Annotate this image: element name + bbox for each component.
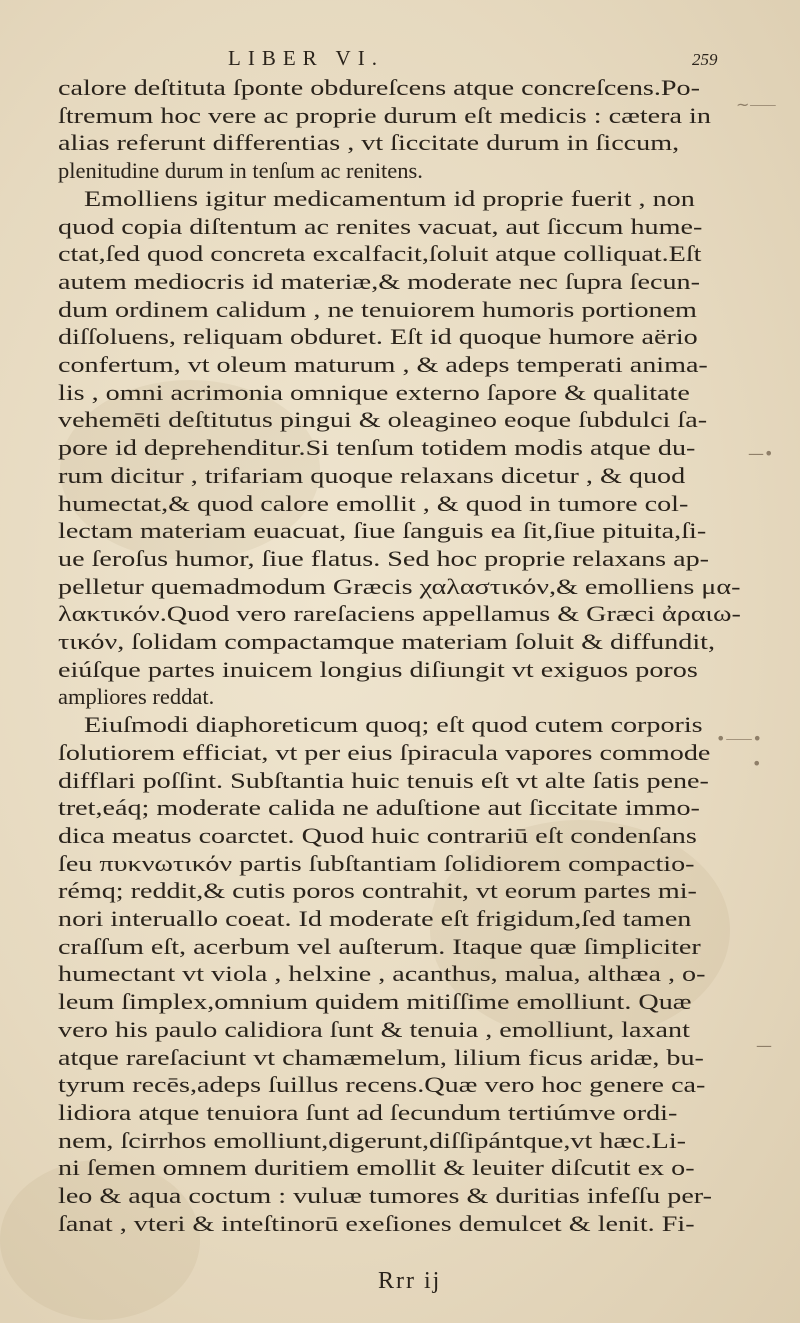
text-line: humectant vt viola , helxine , acanthus, malua, althæa , o- xyxy=(58,961,706,987)
text-line: leo & aqua coctum : vuluæ tumores & duritias infeſſu per- xyxy=(58,1183,712,1208)
text-line: λακτικόν.Quod vero rareſaciens appellamus & Græci ἀραιω- xyxy=(58,601,741,627)
text-line: ue ſeroſus humor, ſiue flatus. Sed hoc proprie relaxans ap- xyxy=(58,545,710,571)
text-line: vero his paulo calidiora ſunt & tenuia , emolliunt, laxant xyxy=(58,1016,690,1042)
text-line: tyrum recēs,adeps ſuillus recens.Quæ vero hoc genere ca- xyxy=(58,1072,706,1098)
text-line: eiúſque partes inuicem longius diſiungit vt exiguos poros xyxy=(58,656,698,682)
text-line: vehemēti deſtitutus pingui & oleagineo eoque ſubdulci ſa- xyxy=(58,407,708,433)
text-line: τικόν, ſolidam compactamque materiam ſoluit & diffundit, xyxy=(58,629,715,654)
text-line: calore deſtituta ſponte obdureſcens atque concreſcens.Po- xyxy=(58,75,700,100)
text-line: lectam materiam euacuat, ſiue ſanguis ea ſit,ſiue pituita,ſi- xyxy=(58,518,707,544)
margin-mark: —• xyxy=(748,444,774,463)
text-line: diſſoluens, reliquam obduret. Eſt id quoque humore aërio xyxy=(58,324,698,350)
text-line: ampliores reddat. xyxy=(58,684,215,710)
text-line: rémq; reddit,& cutis poros contrahit, vt eorum partes mi- xyxy=(58,878,697,904)
text-line: plenitudine durum in tenſum ac renitens. xyxy=(58,158,423,184)
text-line: pelletur quemadmodum Græcis χαλαστικόν,& emolliens μα- xyxy=(58,573,741,599)
text-line: quod copia diſtentum ac renites vacuat, aut ſiccum hume- xyxy=(58,213,703,239)
signature-mark: Rrr ij xyxy=(378,1268,442,1294)
text-line: autem mediocris id materiæ,& moderate nec ſupra ſecun- xyxy=(58,268,700,294)
margin-mark: • xyxy=(752,754,762,773)
text-line: confertum, vt oleum maturum , & adeps temperati anima- xyxy=(58,352,708,377)
text-line: ni ſemen omnem duritiem emollit & leuiter diſcutit ex o- xyxy=(58,1155,695,1181)
text-line: Eiuſmodi diaphoreticum quoq; eſt quod cutem corporis xyxy=(84,712,703,738)
text-line: difflari poſſint. Subſtantia huic tenuis eſt vt alte ſatis pene- xyxy=(58,767,709,793)
text-line: Emolliens igitur medicamentum id proprie fuerit , non xyxy=(84,185,695,211)
text-line: ſolutiorem efficiat, vt per eius ſpiracula vapores commode xyxy=(58,739,711,765)
text-line: ctat,ſed quod concreta excalfacit,ſoluit atque colliquat.Eſt xyxy=(58,241,702,267)
text-line: nem, ſcirrhos emolliunt,digerunt,diſſipántque,vt hæc.Li- xyxy=(58,1127,687,1153)
margin-mark: ~⸺ xyxy=(736,95,777,114)
text-line: nori interuallo coeat. Id moderate eſt frigidum,ſed tamen xyxy=(58,906,692,931)
text-line: alias referunt differentias , vt ſiccitate durum in ſiccum, xyxy=(58,130,680,156)
text-line: ſtremum hoc vere ac proprie durum eſt medicis : cætera in xyxy=(58,102,711,128)
running-head: LIBER VI. xyxy=(228,46,384,70)
margin-mark: •⸺• xyxy=(716,729,762,748)
text-line: atque rareſaciunt vt chamæmelum, lilium ficus aridæ, bu- xyxy=(58,1044,704,1070)
text-line: tret,eáq; moderate calida ne aduſtione aut ſiccitate immo- xyxy=(58,795,700,821)
page-number: 259 xyxy=(692,50,718,69)
text-line: lidiora atque tenuiora ſunt ad ſecundum tertiúmve ordi- xyxy=(58,1099,678,1125)
text-line: dum ordinem calidum , ne tenuiorem humoris portionem xyxy=(58,296,697,322)
text-line: pore id deprehenditur.Si tenſum totidem modis atque du- xyxy=(58,435,696,461)
text-line: lis , omni acrimonia omnique externo ſapore & qualitate xyxy=(58,379,690,405)
text-line: ſanat , vteri & inteſtinorū exeſiones demulcet & lenit. Fi- xyxy=(58,1210,695,1236)
text-line: rum dicitur , trifariam quoque relaxans dicetur , & quod xyxy=(58,462,686,488)
text-line: dica meatus coarctet. Quod huic contrariū eſt condenſans xyxy=(58,822,697,848)
text-line: ſeu πυκνωτικόν partis ſubſtantiam ſolidiorem compactio- xyxy=(58,850,695,876)
text-line: humectat,& quod calore emollit , & quod in tumore col- xyxy=(58,490,689,516)
margin-mark: — xyxy=(756,1036,772,1055)
text-line: leum ſimplex,omnium quidem mitiſſime emolliunt. Quæ xyxy=(58,989,692,1015)
text-line: craſſum eſt, acerbum vel auſterum. Itaque quæ ſimpliciter xyxy=(58,933,701,959)
